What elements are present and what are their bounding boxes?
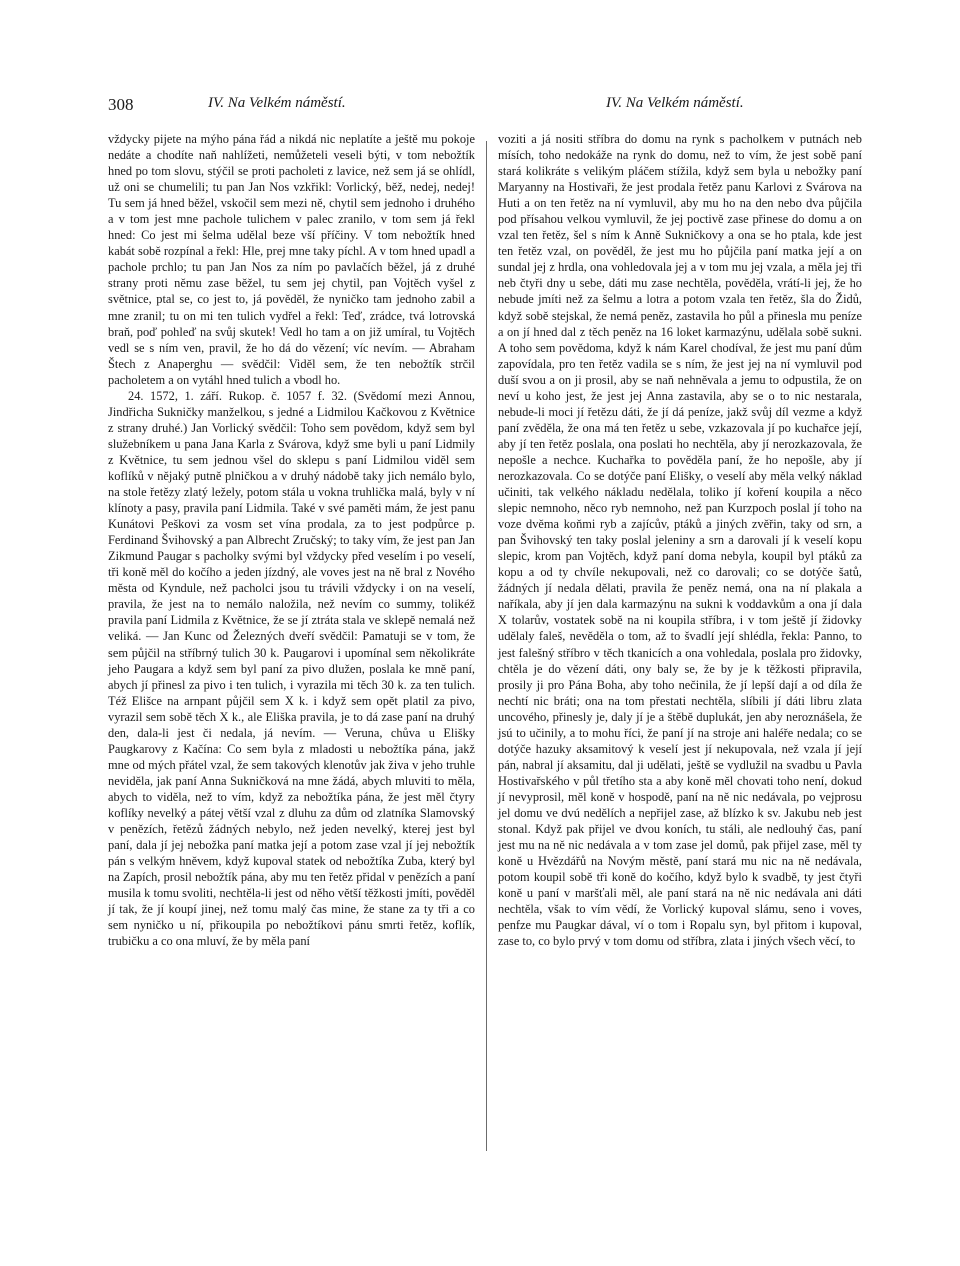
page-number: 308 — [108, 95, 134, 114]
right-running-title: IV. Na Velkém náměstí. — [606, 95, 744, 111]
right-column-text: voziti a já nositi stříbra do domu na rynk s pacholkem v putnách neb mísích, toho nedokáže na rynk do domu, než to vím, že jest sobě paní stará kolikráte s velikým pláčem stížila, když sem byla u nebožky paní Maryanny na Hostivaři, že jest prodala řetěz panu Karlovi z Svárova na Huti a on ten řetěz na ní vymluvil, aby mu ho na den nebo dva půjčila pod přísahou velkou vymluvil, že jej poctivě zase přinese do domu a on vzal ten řetěz, šel s ním k Anně Sukničkovy a ona se ho ptala, kde jest ten řetěz vzal, on pověděl, že jest mu ho půjčila paní matka její a on sundal jej z hrdla, ona vohledovala jej a v tom mu jej vzala, a měla jej tři neb čtyři dny u sebe, dáti mu zase nechtěla, pověděla, vrátí-li jej, že ho nebude jmíti než za šelmu a lotra a potom vzala ten řetěz, šla do Židů, když sobě stejskal, že nemá peněz, zastavila ho půl a přinesla mu peníze a on jí hned dal z těch peněz na 16 loket karmazýnu, udělala sobě sukni. A toho sem povědoma, když k nám Karel chodíval, že jest mu paní dům zapovídala, pro ten řetěz vadila se s ním, že jest jej na ní vymluvil pod duší svou a on ji prosil, aby se naň nehněvala a jemu to odpustila, že on neví u koho jest, že jest jej Anna zastavila, aby se o to nic nestarala, nebude-li moci jí řetězu dáti, že jí dá peníze, jakž svůj díl vezme a když paní zvěděla, že ona má ten řetěz u sebe, vzkazovala jí po kuchařce její, aby jí ten řetěz poslala, ona poslati ho nechtěla, aby jí nerozkazovala, že nepošle a nechce. Kuchařka to pověděla paní, že ho nepošle, aby jí nerozkazovala. Co se dotýče paní Elišky, o veselí aby měla velký náklad učiniti, tak velkého nákladu nedělala, toliko jí koření koupila a něco slepic nemnoho, něco ryb nemnoho, než pan Kurzpoch poslal jí toho na voze dvěma koňmi ryb a zajícův, ptáků a jiných zvěřin, taky od srn, a pan Švihovský ten taky poslal jeleniny a srn a darovali jí k veselí kopu slepic, krom pan Vojtěch, když paní doma nebyla, koupil byl ptáků za kopu a od ty chvíle nekupovali, než co darovali; co se dotýče šatů, žádných jí nedala dělati, pravila že peněz nemá, ona na ní plakala a naříkala, aby jí jen dala karmazýnu na sukni k voddavkům a ona jí dala X tolarův, vostatek sobě na ni koupila stříbra, i v tom ještě jí židovky udělaly faleš, nevěděla o tom, až to švadlí její shlédla, řekla: Panno, to jest falešný stříbro v těch tkanicích a ona vohledala, poslala pro židovky, chtěla je do vězení dáti, ony baly se, že by je k těžkosti připravila, prosily ji pro Pána Boha, aby toho nečinila, že jí lepší dají a od díla že nechtí nic bráti; ona na tom přestati nechtěla, slíbili jí dáti libru zlata uncového, přinesly je, daly jí je a štěbě duplukát, jen aby neroznášela, že jsú to učinily, a to mohu říci, že paní jí na stroje ani haléře nedala; co se dotýče hazuky aksamitový k veselí jest jí nekupovala, než vzala jí její pán, nabral jí aksamitu, dal ji udělati, ještě se vydlužil na svadbu u Pavla Hostivařského v půl třetího sta a aby koně měl chovati toho není, dokud jí nevyprosil, měl koně v hospodě, paní na ně nic nedávala, po vejprosu jel domu ve dvú nedělích a nepřijel zase, až blízko k sv. Jakubu neb jest stonal. Když pak přijel ve dvou koních, tu stáli, ale nedlouhý čas, paní jest mu na ně nic nedávala a v tom zase jel domů, pak přijel zase, měl ty koně u Hvězdářů na Novým městě, paní stará mu nic na ně nedávala, potom koupil sobě tři koně do kočího, když bylo k svadbě, ty jest čtyři koně u paní v maršťali měl, ale paní stará na ně nic nedávala ani dáti nechtěla, však to vím vědí, že Vorlický kupoval slámu, seno i voves, penfze mu Paugkar dával, ví o tom i Ropalu syn, byl přitom i kupoval, zase to, co bylo prvý v tom domu od stříbra, zlata i jiných všech věcí, to — [498, 132, 862, 949]
running-header — [108, 95, 850, 119]
left-column-paragraph-2: 24. 1572, 1. září. Rukop. č. 1057 f. 32. (Svědomí mezi Annou, Jindřicha Sukničky manželkou, s jedné a Lidmilou Kačkovou z Květnice z strany druhé.) Jan Vorlický svědčil: Toho sem povědom, když sem byl služebníkem u pana Jana Karla z Svárova, když sme byli u paní Lidmily z Květnice, tu sem jednou všel do sklepu s paní Lidmilou viděl sem koflíků v nějaký putně plničkou a v druhý nádobě taky jich nemálo bylo, na stole řetězy zlatý ležely, potom stála u vokna truhlička malá, byly v ní klínoty a pasy, pravila paní Lidmila. Také v své paměti mám, že jest panu Kunátovi Peškovi za vosm set vína prodala, za to jest podpůrce p. Ferdinand Švihovský a pan Albrecht Zručský; to taky vím, že jest pan Jan Zikmund Paugar s pacholky svými byl vždycky před veselím i po veselí, tři koně měl do kočího a jeden jízdný, ale voves jest na ně bral z Nového města od Kyndule, než pacholci jsou tu trávili vždycky i on na veselí, pravila, že jest na to nemálo naložila, než nevím co summy, tolikéž pravila paní Lidmila z Květnice, že se jí ztráta stala ve sklepě nemalá než veliká. — Jan Kunc od Železných dveří svědčil: Pamatuji se v tom, že sem půjčil na stříbrný tulich 30 k. Paugarovi i upomínal sem několikráte jeho Paugara a když sem byl paní za pivo dlužen, poslala ke mně paní, abych jí přinesl za pivo i ten tulich, i vyrazila mi těch 30 k. za ten tulich. Též Elišce na arnpant půjčil sem X k. i když sem opět platil za pivo, vyrazil sem sobě těch X k., ale Eliška pravila, je to dá zase paní na druhý den, dala-li jest či nedala, já nevím. — Veruna, chůva u Elišky Paugkarovy z Kačína: Co sem byla z mladosti u nebožtíka pána, jakž mne od mých přátel vzal, že sem takových klenotův jak živa v jeho truhle neviděla, jak paní Anna Sukničková na mne žádá, abych mluviti to měla, abych to viděla, než to vím, když za nebožtíka pána, že jest měl čtyry koflíky nevelký a pátej větší vzal z dluhu za dům od zlatníka Slamovský v penězích, řetězů žádných nebylo, než jeden nevelký, kterej jest byl paní, dala jí jej nebožka paní matka její a potom zase vzal jí jej nebožtík pán s velkým hněvem, když kupoval statek od nebožtíka Zuba, který byl na Zapích, prosil nebožtík pána, aby mu ten řetěz přidal v penězích a paní musila k tomu svoliti, nechtěla-li jest od něho větší těžkosti jmíti, pověděl jí tak, že jí koupí jinej, než tomu malý čas mine, že stane za ty tři a co sem nyničko u ní, přikoupila po nebožtíkovi pánu smrti řetěz, koflík, trubičku a co ona mluví, že by měla paní — [108, 388, 475, 949]
left-column — [108, 131, 475, 949]
right-column — [498, 131, 862, 949]
column-divider — [486, 141, 487, 1151]
left-column-paragraph-1: vždycky pijete na mýho pána řád a nikdá nic neplatíte a ještě mu pokoje nedáte a chodíte naň nahlížeti, nemůžeteli veseli býti, v tom nebožtík hned po tom slovu, stýčil se proti pacholeti z lavice, než sem já se ohlídl, už oni se chumelili; tu pan Jan Nos vzkřikl: Vorlický, běž, nedej, nedej! Tu sem já hned běžel, vskočil sem mezi ně, chytil sem jednoho i druhého a v tom jest mne pachole tulichem v palec zranilo, v tom sem já řekl hned: Co jest mi šelma udělal beze vší příčiny. V tom nebožtík hned kabát sobě rozpínal a řekl: Hle, prej mne taky píchl. A v tom hned upadl a pachole prchlo; tu pan Jan Nos za ním po pavlačích běžel, já z druhé strany proti němu zase běžel, tu sem jej chytil, pan Vojtěch vyšel z světnice, ptal se, co jest to, já pověděl, že nyničko tam jednoho zabil a mne zranil; tu on mi ten tulich vydřel a řekl: Teď, zrádce, tvá lotrovská braň, poď pohleď na svůj skutek! Vedl ho tam a on již umíral, tu Vojtěch vedl se s ním ven, pravil, že ho dá do vězení; víc nevím. — Abraham Štech z Anaperghu — svědčil: Viděl sem, že ten nebožtík strčil pacholetem a on vytáhl hned tulich a vbodl ho. — [108, 132, 475, 387]
left-running-title: IV. Na Velkém náměstí. — [208, 95, 346, 111]
